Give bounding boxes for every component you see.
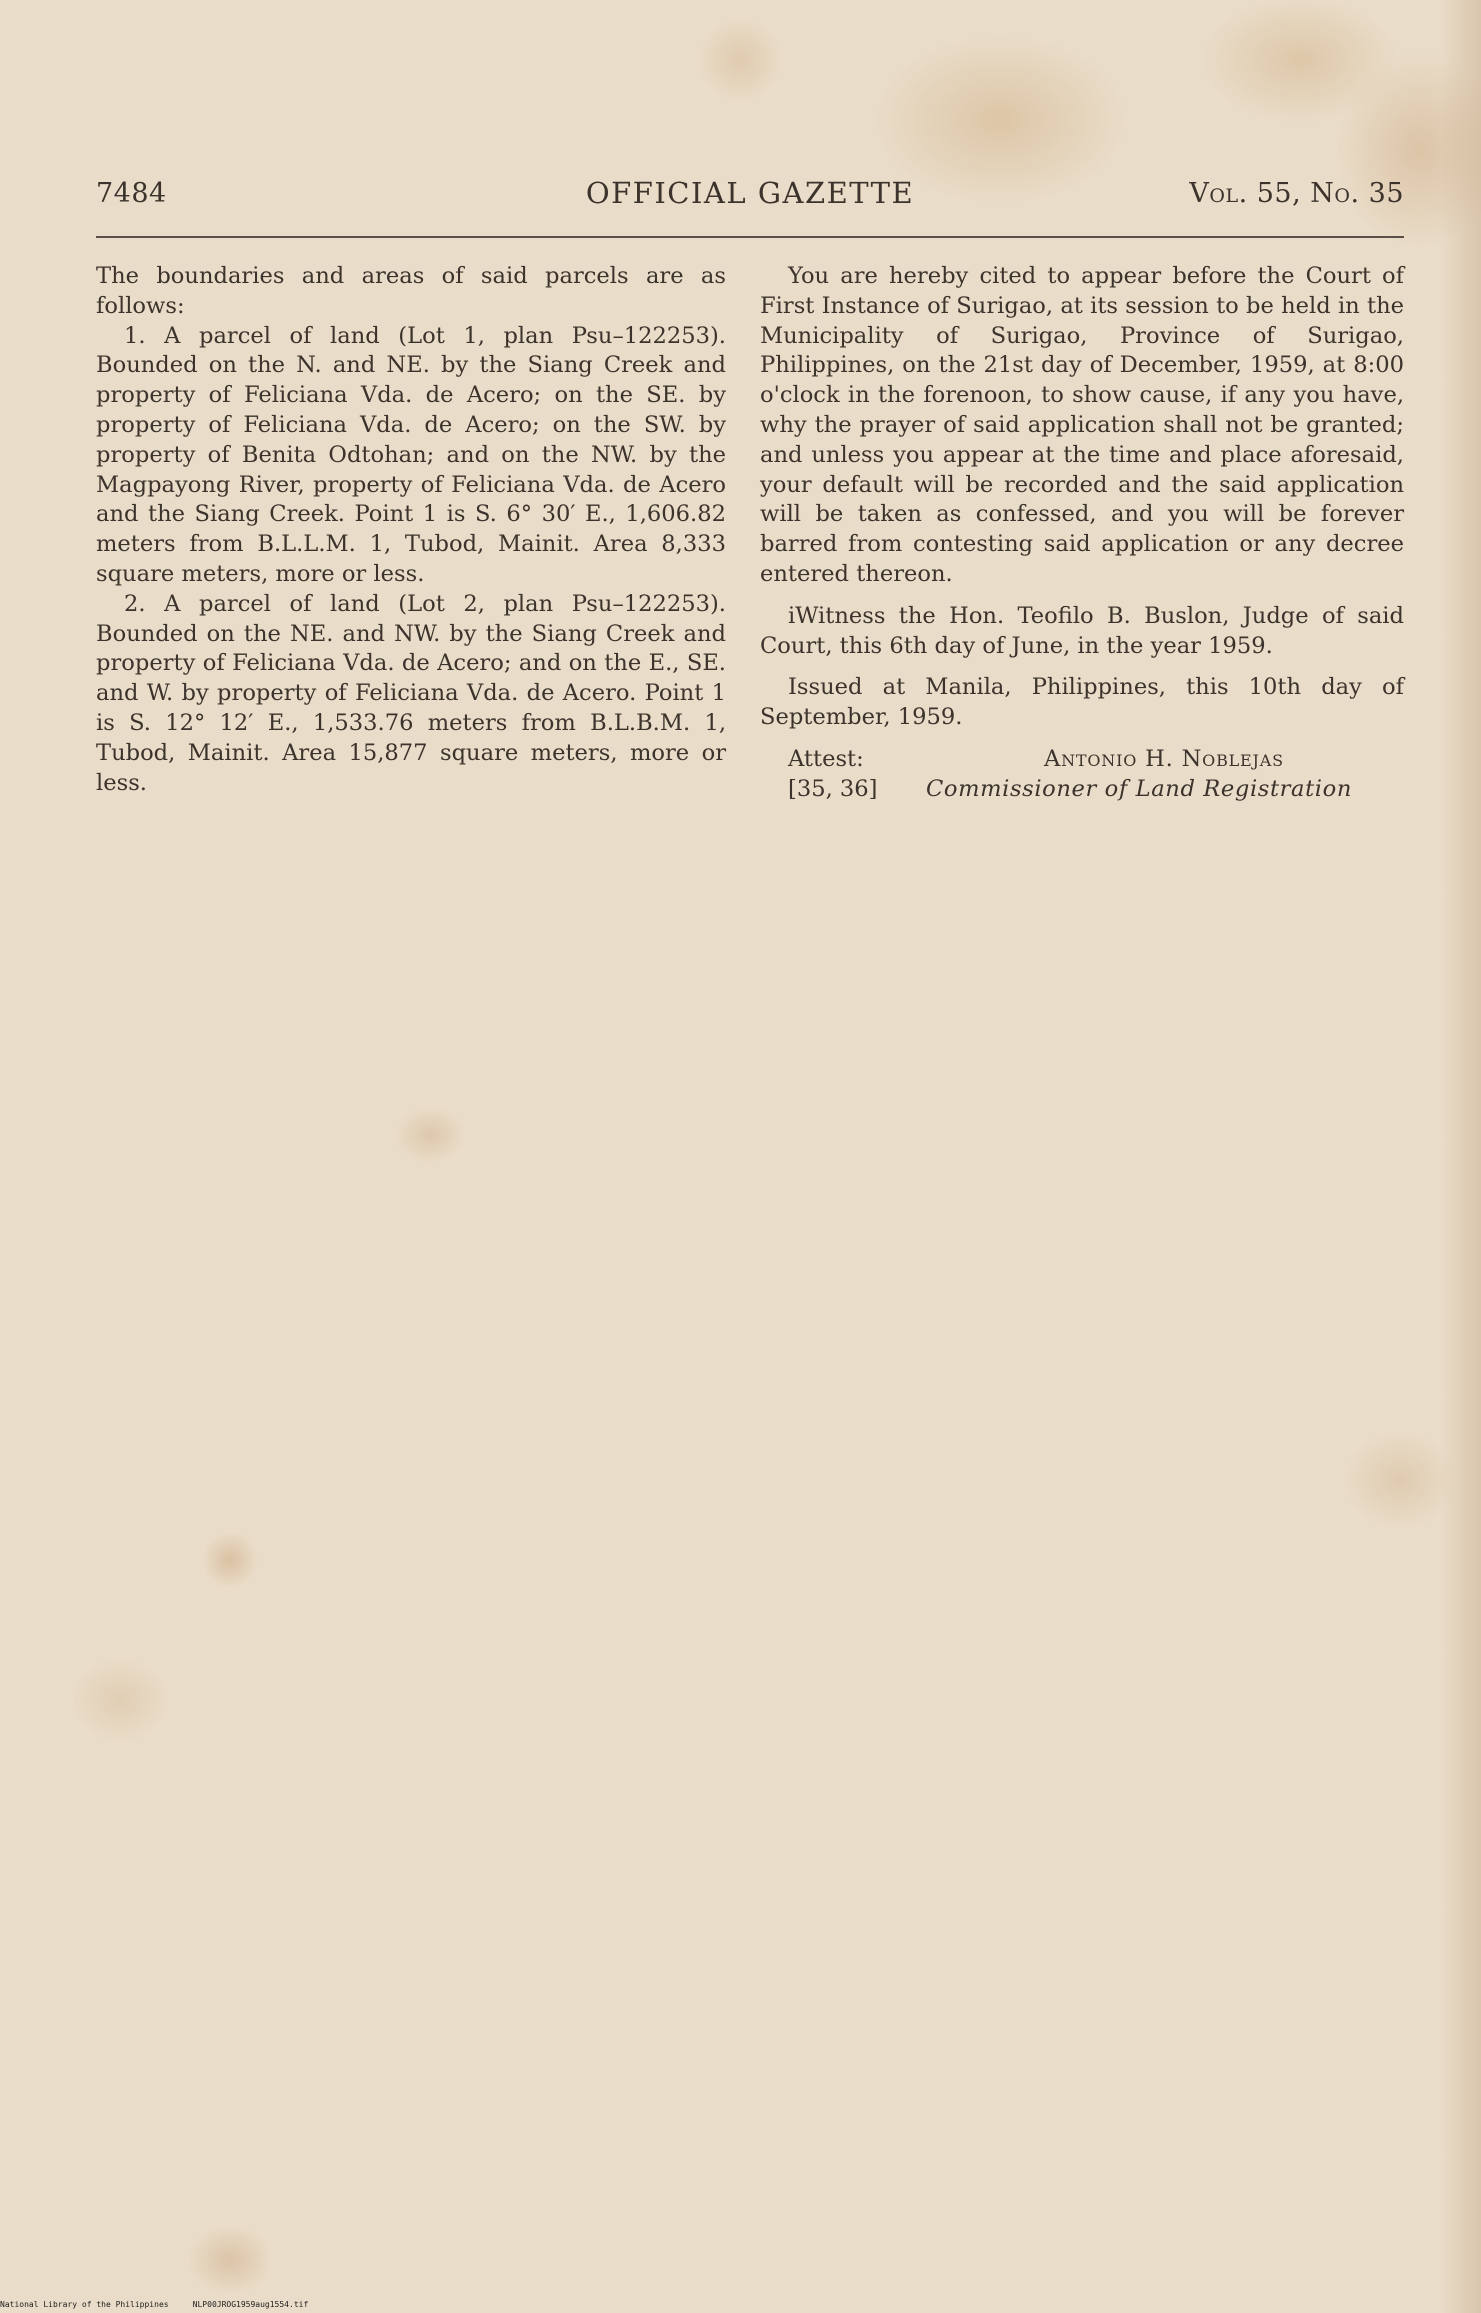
issued-paragraph: Issued at Manila, Philippines, this 10th day of September, 1959.	[760, 674, 1404, 731]
parcel-1-description: 1. A parcel of land (Lot 1, plan Psu–122253). Bounded on the N. and NE. by the Siang Creek and property of Feliciana Vda. de Acero; on the SE. by property of Feliciana Vda. de Acero; on the SW. by property of Benita Odtohan; and on the NW. by the Magpayong River, property of Feliciana Vda. de Acero and the Siang Creek. Point 1 is S. 6° 30′ E., 1,606.82 meters from B.L.L.M. 1, Tubod, Mainit. Area 8,333 square meters, more or less.	[96, 322, 726, 587]
signature-line	[760, 775, 1404, 805]
header-rule	[96, 236, 1404, 238]
issue-reference: [35, 36]	[788, 775, 878, 802]
volume-issue: Vol. 55, No. 35	[1189, 178, 1404, 209]
attest-label: Attest:	[788, 745, 864, 772]
page-header	[96, 178, 1404, 222]
citation-paragraph: You are hereby cited to appear before the Court of First Instance of Surigao, at its session to be held in the Municipality of Surigao, Province of Surigao, Philippines, on the 21st day of December, 1959, at 8:00 o'clock in the forenoon, to show cause, if any you have, why the prayer of said application shall not be granted; and unless you appear at the time and place aforesaid, your default will be recorded and the said application will be taken as confessed, and you will be forever barred from contesting said application or any decree entered thereon.	[760, 263, 1404, 587]
parcel-2-description: 2. A parcel of land (Lot 2, plan Psu–122253). Bounded on the NE. and NW. by the Siang Creek and property of Feliciana Vda. de Acero; and on the E., SE. and W. by property of Feliciana Vda. de Acero. Point 1 is S. 12° 12′ E., 1,533.76 meters from B.L.B.M. 1, Tubod, Mainit. Area 15,877 square meters, more or less.	[96, 590, 726, 796]
right-column	[760, 262, 1404, 805]
page-number: 7484	[96, 178, 167, 209]
scan-file-name: NLP00JROG1959aug1554.tif	[192, 2300, 309, 2309]
signer-title: Commissioner of Land Registration	[926, 775, 1352, 802]
boundaries-intro: The boundaries and areas of said parcels are as follows:	[96, 263, 726, 319]
scan-credit	[0, 2300, 308, 2310]
witness-paragraph: iWitness the Hon. Teofilo B. Buslon, Judge of said Court, this 6th day of June, in the year 1959.	[760, 602, 1404, 659]
attest-line	[760, 745, 1404, 775]
left-column	[96, 262, 726, 798]
signer-name: Antonio H. Noblejas	[1044, 745, 1284, 772]
library-name: National Library of the Philippines	[0, 2300, 169, 2309]
publication-title: OFFICIAL GAZETTE	[585, 176, 915, 210]
